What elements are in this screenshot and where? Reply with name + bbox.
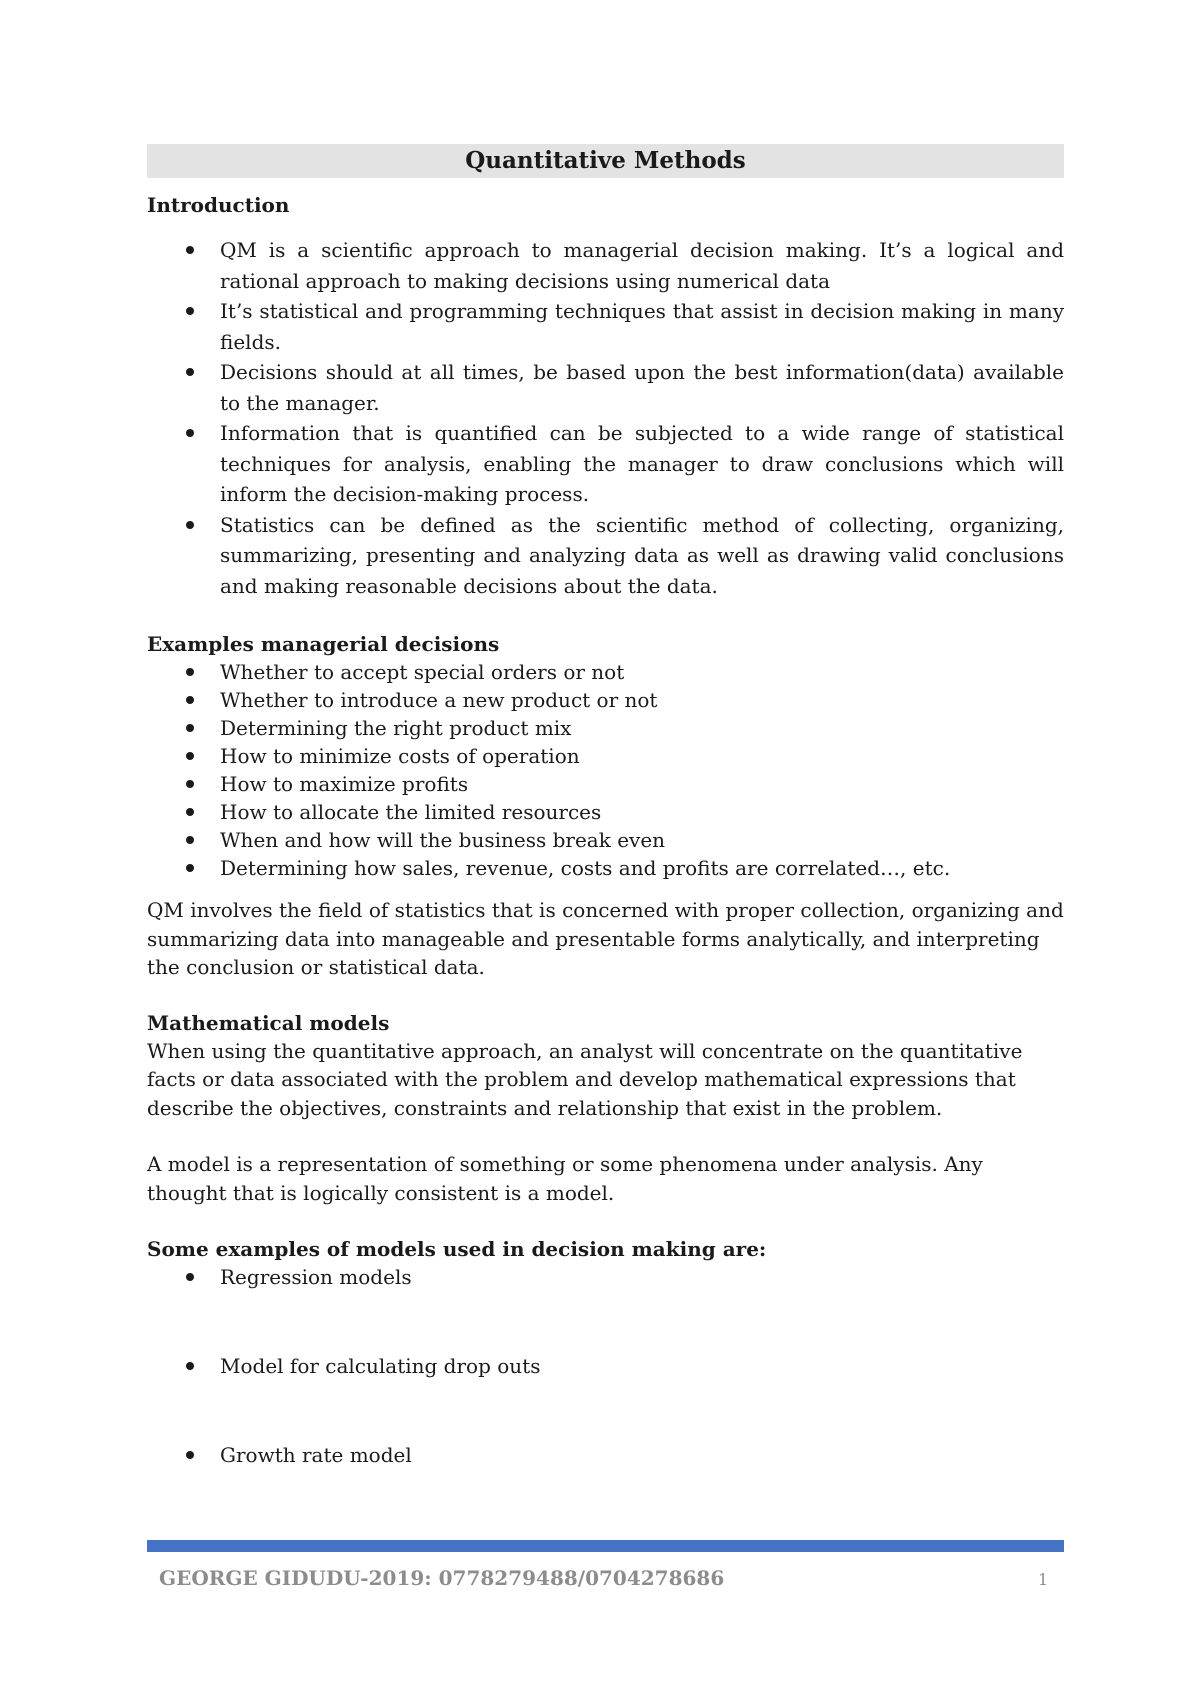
math-models-heading: Mathematical models	[147, 1010, 390, 1035]
list-item: Determining how sales, revenue, costs and profits are correlated…, etc.	[147, 854, 1064, 882]
math-models-paragraph: When using the quantitative approach, an analyst will concentrate on the quantitative facts or data associated with the problem and develop mathematical expressions that describe the objectives, constraints and relationship that exist in the problem.	[147, 1038, 1023, 1120]
list-item: Determining the right product mix	[147, 714, 1064, 742]
examples-heading: Examples managerial decisions	[147, 632, 500, 656]
list-item: Information that is quantified can be subjected to a wide range of statistical techniques for analysis, enabling the manager to draw conclusions which will inform the decision-making process.	[147, 418, 1064, 510]
list-item: How to minimize costs of operation	[147, 742, 1064, 770]
list-item: How to allocate the limited resources	[147, 798, 1064, 826]
document-page	[147, 144, 1064, 1469]
footer-divider	[147, 1540, 1064, 1552]
models-examples-list	[147, 1263, 1064, 1469]
list-item: It’s statistical and programming techniques that assist in decision making in many fields.	[147, 296, 1064, 357]
page-title: Quantitative Methods	[147, 144, 1064, 178]
introduction-heading: Introduction	[147, 193, 290, 217]
list-item: How to maximize profits	[147, 770, 1064, 798]
model-definition-paragraph: A model is a representation of something or some phenomena under analysis. Any thought that is logically consistent is a model.	[147, 1152, 983, 1205]
page-number: 1	[1038, 1570, 1049, 1589]
list-item: Statistics can be defined as the scientific method of collecting, organizing, summarizing, presenting and analyzing data as well as drawing valid conclusions and making reasonable decisions about the data.	[147, 510, 1064, 602]
list-item: Growth rate model	[147, 1441, 1064, 1469]
list-item: QM is a scientific approach to managerial decision making. It’s a logical and rational approach to making decisions using numerical data	[147, 235, 1064, 296]
list-item: Decisions should at all times, be based upon the best information(data) available to the manager.	[147, 357, 1064, 418]
list-item: Whether to introduce a new product or not	[147, 686, 1064, 714]
list-item: Model for calculating drop outs	[147, 1352, 1064, 1380]
models-examples-heading: Some examples of models used in decision making are:	[147, 1237, 767, 1261]
examples-list	[147, 658, 1064, 882]
list-item: When and how will the business break even	[147, 826, 1064, 854]
list-item: Regression models	[147, 1263, 1064, 1291]
list-item: Whether to accept special orders or not	[147, 658, 1064, 686]
footer-author: GEORGE GIDUDU-2019: 0778279488/0704278686	[159, 1566, 725, 1590]
introduction-list	[147, 235, 1064, 601]
qm-paragraph: QM involves the field of statistics that is concerned with proper collection, organizing and summarizing data into manageable and presentable forms analytically, and interpreting the conclusion or statistical data.	[147, 898, 1064, 979]
